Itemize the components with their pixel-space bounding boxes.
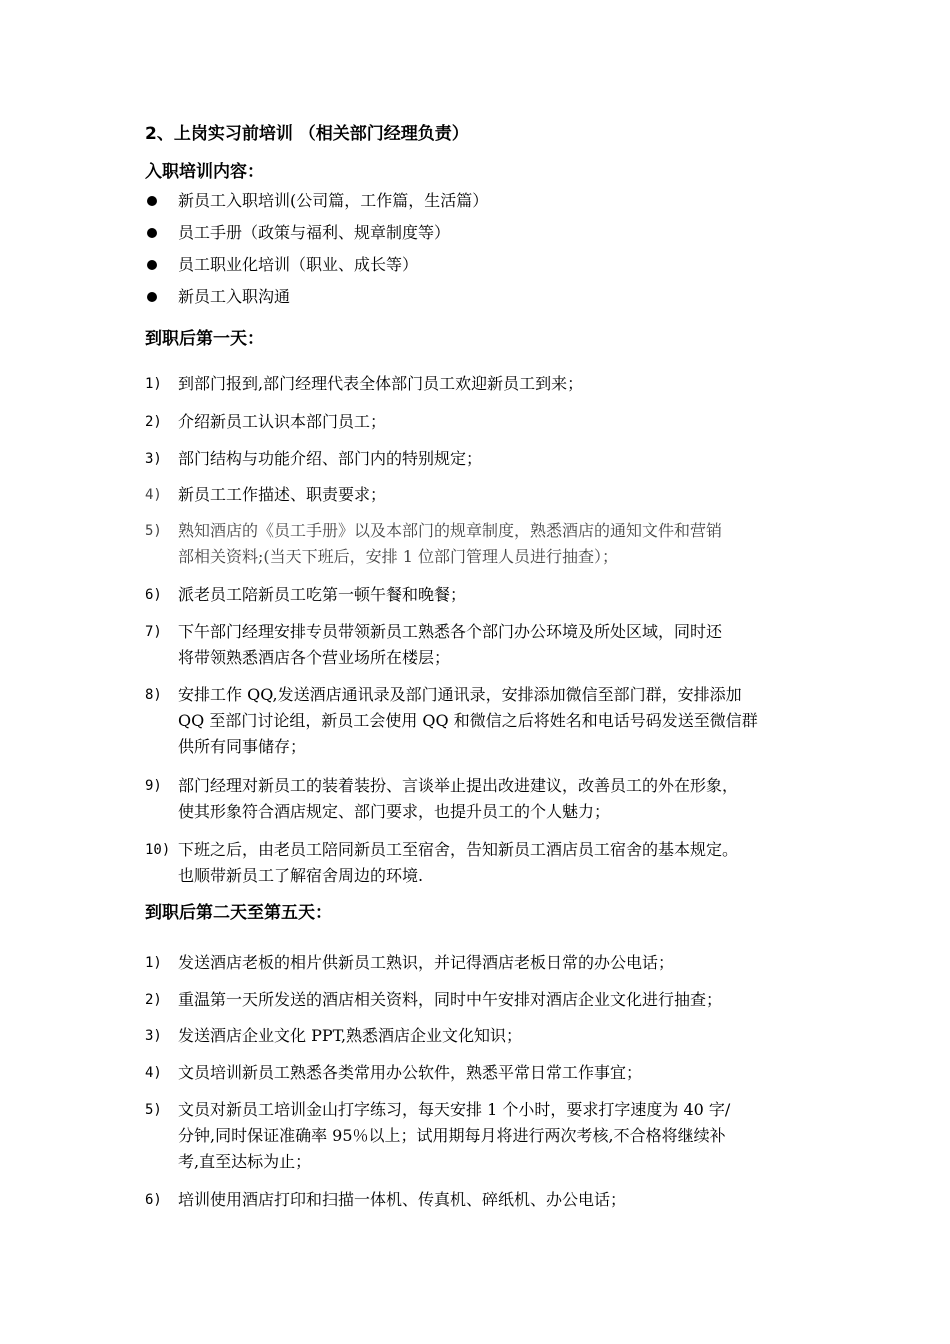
item-text: 将带领熟悉酒店各个营业场所在楼层； xyxy=(178,648,451,667)
section-title: 2、上岗实习前培训 （相关部门经理负责） xyxy=(145,124,469,144)
item-number: 3) xyxy=(145,451,162,467)
item-number: 3) xyxy=(145,1028,162,1044)
item-text: 新员工工作描述、职责要求； xyxy=(178,485,387,504)
item-text: 熟知酒店的《员工手册》以及本部门的规章制度，熟悉酒店的通知文件和营销 xyxy=(178,521,723,540)
item-text: 下班之后，由老员工陪同新员工至宿舍，告知新员工酒店员工宿舍的基本规定。 xyxy=(178,840,739,859)
bullet-item xyxy=(145,221,865,245)
item-text: 部门结构与功能介绍、部门内的特别规定； xyxy=(178,449,483,468)
item-text: 也顺带新员工了解宿舍周边的环境. xyxy=(178,866,424,885)
item-text: 使其形象符合酒店规定、部门要求，也提升员工的个人魅力； xyxy=(178,802,611,821)
item-text: 培训使用酒店打印和扫描一体机、传真机、碎纸机、办公电话； xyxy=(178,1190,627,1209)
item-number: 1) xyxy=(145,955,162,971)
bullet-item xyxy=(145,285,865,309)
item-number: 1) xyxy=(145,376,162,392)
bullet-item xyxy=(145,253,865,277)
item-text: 介绍新员工认识本部门员工； xyxy=(178,412,387,431)
day2to5-heading: 到职后第二天至第五天： xyxy=(145,903,332,923)
item-text: 部门经理对新员工的装着装扮、言谈举止提出改进建议，改善员工的外在形象， xyxy=(178,776,739,795)
item-text: 部相关资料;(当天下班后，安排 1 位部门管理人员进行抽查）； xyxy=(178,547,618,566)
bullet-icon xyxy=(147,292,157,302)
onboarding-heading: 入职培训内容： xyxy=(145,162,264,182)
item-text: 考,直至达标为止； xyxy=(178,1152,312,1171)
item-text: 安排工作 QQ,发送酒店通讯录及部门通讯录，安排添加微信至部门群，安排添加 xyxy=(178,685,742,704)
item-number: 4) xyxy=(145,487,162,503)
bullet-text: 新员工入职培训(公司篇，工作篇，生活篇） xyxy=(178,191,489,210)
item-text: 发送酒店老板的相片供新员工熟识，并记得酒店老板日常的办公电话； xyxy=(178,953,675,972)
item-number: 2) xyxy=(145,992,162,1008)
item-text: 文员培训新员工熟悉各类常用办公软件，熟悉平常日常工作事宜； xyxy=(178,1063,643,1082)
item-text: 派老员工陪新员工吃第一顿午餐和晚餐； xyxy=(178,585,467,604)
item-number: 6) xyxy=(145,587,162,603)
bullet-icon xyxy=(147,260,157,270)
item-number: 6) xyxy=(145,1192,162,1208)
item-text: 发送酒店企业文化 PPT,熟悉酒店企业文化知识； xyxy=(178,1026,523,1045)
bullet-text: 员工手册（政策与福利、规章制度等） xyxy=(178,223,451,242)
item-number: 8) xyxy=(145,687,162,703)
item-number: 5) xyxy=(145,523,162,539)
bullet-text: 员工职业化培训（职业、成长等） xyxy=(178,255,419,274)
item-text: QQ 至部门讨论组，新员工会使用 QQ 和微信之后将姓名和电话号码发送至微信群 xyxy=(178,711,758,730)
item-text: 到部门报到,部门经理代表全体部门员工欢迎新员工到来； xyxy=(178,374,584,393)
bullet-item xyxy=(145,189,865,213)
item-number: 10) xyxy=(145,842,171,858)
item-number: 4) xyxy=(145,1065,162,1081)
item-text: 下午部门经理安排专员带领新员工熟悉各个部门办公环境及所处区域，同时还 xyxy=(178,622,723,641)
item-text: 分钟,同时保证准确率 95％以上；试用期每月将进行两次考核,不合格将继续补 xyxy=(178,1126,726,1145)
item-number: 2) xyxy=(145,414,162,430)
item-text: 重温第一天所发送的酒店相关资料，同时中午安排对酒店企业文化进行抽查； xyxy=(178,990,723,1009)
item-text: 供所有同事储存； xyxy=(178,737,307,756)
bullet-icon xyxy=(147,196,157,206)
item-text: 文员对新员工培训金山打字练习，每天安排 1 个小时，要求打字速度为 40 字/ xyxy=(178,1100,731,1119)
bullet-text: 新员工入职沟通 xyxy=(178,287,291,306)
day1-heading: 到职后第一天： xyxy=(145,329,264,349)
item-number: 5) xyxy=(145,1102,162,1118)
bullet-icon xyxy=(147,228,157,238)
item-number: 9) xyxy=(145,778,162,794)
item-number: 7) xyxy=(145,624,162,640)
